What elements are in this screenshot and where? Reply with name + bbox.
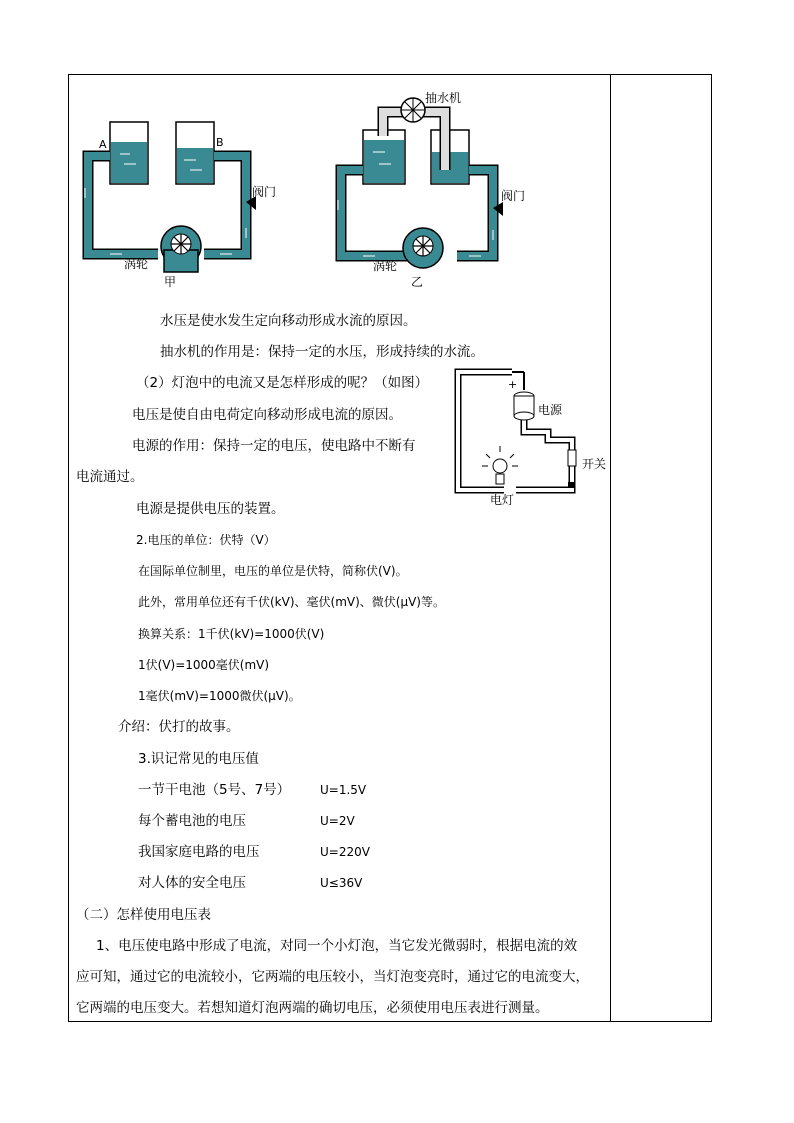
turbine-label-yi: 涡轮 xyxy=(373,259,398,273)
label-b: B xyxy=(216,136,224,149)
text-line: 换算关系：1千伏(kV)=1000伏(V) xyxy=(138,627,325,641)
water-figure-yi xyxy=(333,90,533,290)
text-line: 电源是提供电压的装置。 xyxy=(136,501,285,517)
paragraph-line: 它两端的电压变大。若想知道灯泡两端的确切电压，必须使用电压表进行测量。 xyxy=(76,1000,549,1016)
voltage-value: U=2V xyxy=(320,814,355,828)
pump-label: 抽水机 xyxy=(425,91,462,105)
label-a: A xyxy=(99,138,107,151)
text-line: 抽水机的作用是：保持一定的水压，形成持续的水流。 xyxy=(160,344,484,360)
column-divider xyxy=(610,74,611,1022)
text-line: 在国际单位制里，电压的单位是伏特，简称伏(V)。 xyxy=(138,564,408,578)
voltage-value: U≤36V xyxy=(320,876,363,890)
voltage-name: 一节干电池（5号、7号） xyxy=(138,782,291,798)
valve-label-yi: 阀门 xyxy=(501,189,526,203)
paragraph-line: 1、电压使电路中形成了电流，对同一个小灯泡，当它发光微弱时，根据电流的效 xyxy=(96,938,578,954)
voltage-name: 我国家庭电路的电压 xyxy=(138,844,260,860)
caption-yi: 乙 xyxy=(411,275,424,289)
lamp-label: 电灯 xyxy=(490,493,515,507)
section-heading: （二）怎样使用电压表 xyxy=(76,907,211,923)
text-line: （2）灯泡中的电流又是怎样形成的呢？（如图） xyxy=(136,375,429,391)
turbine-label-jia: 涡轮 xyxy=(124,257,149,271)
text-line: 电流通过。 xyxy=(76,469,144,485)
text-line: 此外，常用单位还有千伏(kV)、毫伏(mV)、微伏(μV)等。 xyxy=(138,595,445,609)
caption-jia: 甲 xyxy=(164,275,177,289)
text-line: 电源的作用：保持一定的电压，使电路中不断有 xyxy=(132,438,416,454)
text-line: 电压是使自由电荷定向移动形成电流的原因。 xyxy=(132,407,402,423)
switch-label: 开关 xyxy=(582,457,607,471)
voltage-name: 对人体的安全电压 xyxy=(138,875,246,891)
paragraph-line: 应可知，通过它的电流较小，它两端的电压较小，当灯泡变亮时，通过它的电流变大， xyxy=(76,969,589,985)
text-line: 1毫伏(mV)=1000微伏(μV)。 xyxy=(138,689,301,703)
plus-sign: + xyxy=(508,378,518,391)
voltage-value: U=1.5V xyxy=(320,783,367,797)
text-line: 2.电压的单位：伏特（V） xyxy=(136,533,276,547)
valve-label-jia: 阀门 xyxy=(252,185,277,199)
text-line: 3.识记常见的电压值 xyxy=(138,751,259,767)
water-figure-jia xyxy=(80,118,280,290)
text-line: 介绍：伏打的故事。 xyxy=(118,719,240,735)
text-line: 1伏(V)=1000毫伏(mV) xyxy=(138,658,270,672)
voltage-value: U=220V xyxy=(320,845,370,859)
text-line: 水压是使水发生定向移动形成水流的原因。 xyxy=(160,313,417,329)
voltage-name: 每个蓄电池的电压 xyxy=(138,813,246,829)
power-label: 电源 xyxy=(538,403,563,417)
circuit-figure xyxy=(452,366,612,514)
